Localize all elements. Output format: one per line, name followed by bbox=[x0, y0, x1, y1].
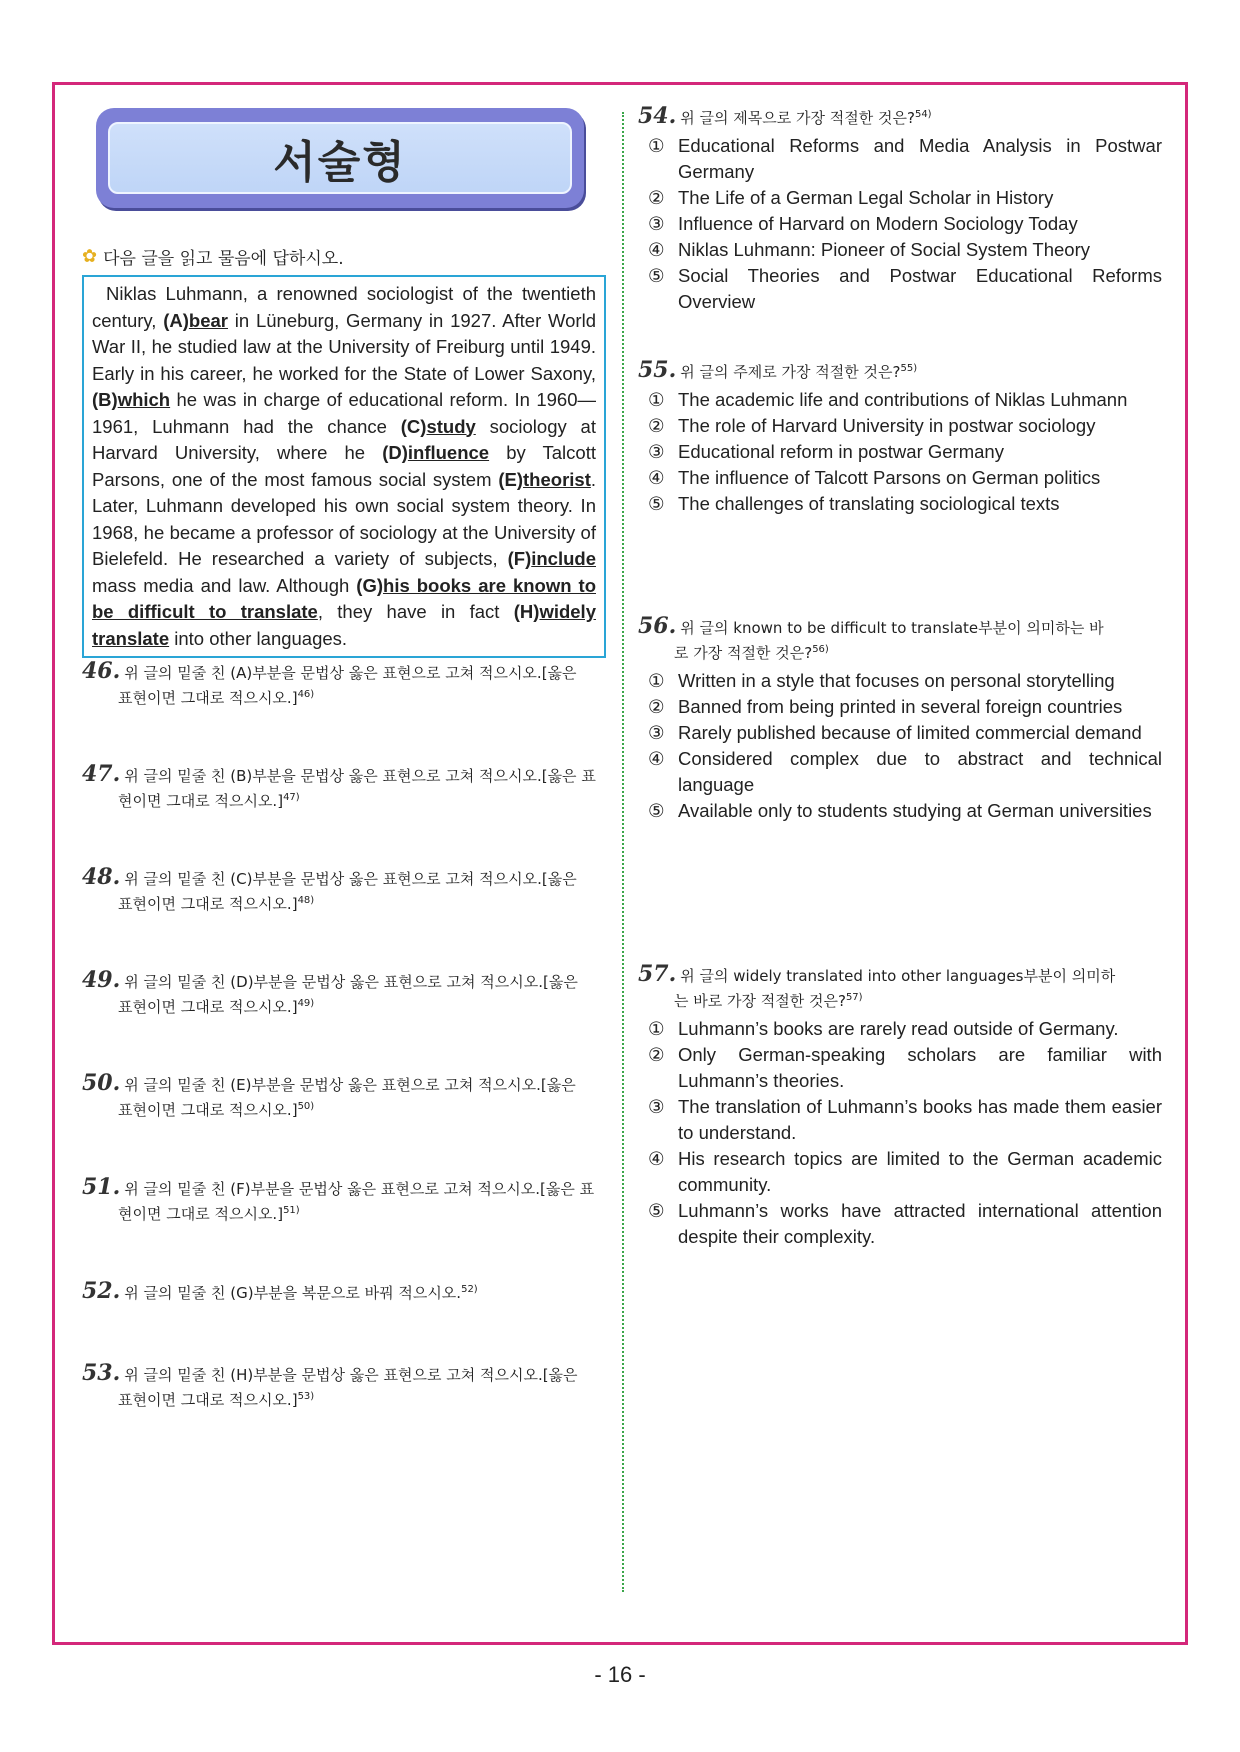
section-title-box bbox=[96, 108, 584, 208]
option-number: ① bbox=[648, 1018, 665, 1039]
option-number: ③ bbox=[648, 722, 665, 743]
question-number: 51. bbox=[82, 1174, 121, 1200]
option-text: Luhmann’s books are rarely read outside of Germany. bbox=[678, 1018, 1119, 1039]
mark-D: (D)influence bbox=[382, 442, 490, 463]
footnote-ref: 50) bbox=[297, 1101, 315, 1112]
question-number: 57. bbox=[638, 961, 677, 987]
option-text: Considered complex due to abstract and technical language bbox=[678, 748, 1162, 795]
question-number: 48. bbox=[82, 864, 121, 890]
footnote-ref: 47) bbox=[283, 792, 300, 803]
column-divider bbox=[622, 112, 624, 1592]
option-number: ⑤ bbox=[648, 493, 665, 514]
question-stem-cont: 표현이면 그대로 적으시오.] bbox=[118, 998, 298, 1016]
footnote-ref: 48) bbox=[297, 895, 315, 906]
option-item bbox=[638, 413, 1162, 439]
option-item bbox=[638, 1198, 1162, 1250]
option-text: The influence of Talcott Parsons on German politics bbox=[678, 467, 1101, 488]
option-item bbox=[638, 1094, 1162, 1146]
mark-E: (E)theorist bbox=[498, 468, 591, 490]
option-number: ② bbox=[648, 415, 665, 436]
option-number: ③ bbox=[648, 1096, 665, 1117]
question-stem-cont: 표현이면 그대로 적으시오.] bbox=[118, 895, 298, 913]
option-item bbox=[638, 491, 1162, 517]
question-stem: 위 글의 밑줄 친 (G)부분을 복문으로 바꿔 적으시오. bbox=[124, 1284, 462, 1302]
option-item bbox=[638, 1016, 1162, 1042]
question-stem: 위 글의 밑줄 친 (C)부분을 문법상 옳은 표현으로 고쳐 적으시오.[옳은 bbox=[124, 870, 577, 888]
footnote-ref: 52) bbox=[461, 1284, 478, 1295]
question-stem-cont: 는 바로 가장 적절한 것은? bbox=[674, 992, 846, 1010]
question-56 bbox=[638, 615, 1162, 824]
question-stem: 위 글의 밑줄 친 (D)부분을 문법상 옳은 표현으로 고쳐 적으시오.[옳은 bbox=[124, 973, 578, 991]
question-stem-cont: 표현이면 그대로 적으시오.] bbox=[118, 1101, 298, 1119]
question-number: 56. bbox=[638, 613, 677, 639]
option-item bbox=[638, 1146, 1162, 1198]
option-number: ② bbox=[648, 696, 665, 717]
option-text: Only German-speaking scholars are familiar with Luhmann’s theories. bbox=[678, 1044, 1162, 1091]
option-number: ① bbox=[648, 389, 665, 410]
question-stem-cont: 표현이면 그대로 적으시오.] bbox=[118, 1391, 298, 1409]
question-number: 52. bbox=[82, 1278, 121, 1304]
option-item bbox=[638, 746, 1162, 798]
question-46 bbox=[82, 660, 606, 709]
option-text: Niklas Luhmann: Pioneer of Social System Theory bbox=[678, 239, 1090, 260]
option-number: ④ bbox=[648, 239, 665, 260]
option-text: The Life of a German Legal Scholar in History bbox=[678, 187, 1054, 208]
options-list bbox=[638, 133, 1162, 315]
question-stem-cont: 현이면 그대로 적으시오.] bbox=[118, 792, 284, 810]
question-number: 47. bbox=[82, 761, 121, 787]
option-text: Written in a style that focuses on personal storytelling bbox=[678, 670, 1115, 691]
option-item bbox=[638, 439, 1162, 465]
question-stem: 위 글의 밑줄 친 (H)부분을 문법상 옳은 표현으로 고쳐 적으시오.[옳은 bbox=[124, 1366, 578, 1384]
mark-H: (H)widely translate bbox=[92, 601, 596, 649]
footnote-ref: 57) bbox=[845, 992, 863, 1003]
option-number: ④ bbox=[648, 748, 665, 769]
option-text: Luhmann’s works have attracted international attention despite their complexity. bbox=[678, 1200, 1162, 1247]
option-item bbox=[638, 1042, 1162, 1094]
question-55 bbox=[638, 358, 1162, 517]
option-item bbox=[638, 237, 1162, 263]
option-text: Rarely published because of limited commercial demand bbox=[678, 722, 1142, 743]
option-item bbox=[638, 185, 1162, 211]
mark-C: (C)study bbox=[400, 415, 476, 437]
options-list bbox=[638, 1016, 1162, 1250]
question-50 bbox=[82, 1072, 606, 1121]
question-stem: 위 글의 주제로 가장 적절한 것은? bbox=[680, 363, 901, 381]
question-number: 46. bbox=[82, 658, 121, 684]
option-text: Influence of Harvard on Modern Sociology Today bbox=[678, 213, 1078, 234]
instruction bbox=[82, 244, 606, 269]
footnote-ref: 55) bbox=[900, 363, 918, 374]
flower-icon: ✿ bbox=[82, 246, 98, 267]
section-title: 서술형 bbox=[273, 137, 407, 188]
question-54 bbox=[638, 104, 1162, 315]
option-number: ④ bbox=[648, 1148, 665, 1169]
question-number: 49. bbox=[82, 967, 121, 993]
footnote-ref: 53) bbox=[297, 1391, 315, 1402]
option-number: ④ bbox=[648, 467, 665, 488]
option-item bbox=[638, 694, 1162, 720]
option-item bbox=[638, 133, 1162, 185]
reading-passage: Niklas Luhmann, a renowned sociologist of the twentieth century, (A)bear in Lüneburg, Germany in 1927. After World War II, he studied law at the University of Freiburg until 1949. Early in his career, he worked for the State of Lower Saxony, (B)which he was in charge of educational reform. In 1960—1961, Luhmann had the chance (C)study sociology at Harvard University, where he (D)influence by Talcott Parsons, one of the most famous social system (E)theorist. Later, Luhmann developed his own social system theory. In 1968, he became a professor of sociology at the University of Bielefeld. He researched a variety of subjects, (F)include mass media and law. Although (G)his books are known to be difficult to translate, they have in fact (H)widely translate into other languages. bbox=[82, 275, 606, 658]
mark-G: (G)his books are known to be difficult to translate bbox=[92, 574, 596, 622]
question-53 bbox=[82, 1362, 606, 1411]
option-item bbox=[638, 263, 1162, 315]
question-number: 55. bbox=[638, 357, 677, 383]
question-stem: 위 글의 밑줄 친 (A)부분을 문법상 옳은 표현으로 고쳐 적으시오.[옳은 bbox=[124, 664, 577, 682]
option-number: ① bbox=[648, 135, 665, 156]
question-stem: 위 글의 밑줄 친 (E)부분을 문법상 옳은 표현으로 고쳐 적으시오.[옳은 bbox=[124, 1076, 576, 1094]
page-number: - 16 - bbox=[594, 1662, 646, 1687]
mark-B: (B)which bbox=[92, 389, 171, 410]
option-item bbox=[638, 798, 1162, 824]
option-text: Social Theories and Postwar Educational Reforms Overview bbox=[678, 265, 1162, 312]
options-list bbox=[638, 668, 1162, 824]
question-52 bbox=[82, 1279, 606, 1304]
question-stem: 위 글의 known to be difficult to translate부분이 의미하는 바 bbox=[680, 619, 1104, 637]
option-number: ③ bbox=[648, 213, 665, 234]
left-column bbox=[82, 108, 606, 1409]
question-stem-cont: 현이면 그대로 적으시오.] bbox=[118, 1205, 284, 1223]
question-stem: 위 글의 제목으로 가장 적절한 것은? bbox=[680, 109, 915, 127]
option-item bbox=[638, 720, 1162, 746]
option-text: The translation of Luhmann’s books has made them easier to understand. bbox=[678, 1096, 1162, 1143]
question-57 bbox=[638, 963, 1162, 1250]
question-stem: 위 글의 밑줄 친 (F)부분을 문법상 옳은 표현으로 고쳐 적으시오.[옳은 표 bbox=[124, 1180, 595, 1198]
option-number: ② bbox=[648, 1044, 665, 1065]
option-text: His research topics are limited to the German academic community. bbox=[678, 1148, 1162, 1195]
option-text: Available only to students studying at German universities bbox=[678, 800, 1152, 821]
question-49 bbox=[82, 969, 606, 1018]
option-number: ① bbox=[648, 670, 665, 691]
footnote-ref: 49) bbox=[297, 998, 315, 1009]
option-number: ② bbox=[648, 187, 665, 208]
question-stem: 위 글의 밑줄 친 (B)부분을 문법상 옳은 표현으로 고쳐 적으시오.[옳은 표 bbox=[124, 767, 596, 785]
option-item bbox=[638, 668, 1162, 694]
question-number: 50. bbox=[82, 1070, 121, 1096]
question-stem-cont: 로 가장 적절한 것은? bbox=[674, 644, 813, 662]
question-47 bbox=[82, 763, 606, 812]
question-51 bbox=[82, 1176, 606, 1225]
footnote-ref: 46) bbox=[297, 689, 315, 700]
option-number: ⑤ bbox=[648, 265, 665, 286]
option-text: The academic life and contributions of Niklas Luhmann bbox=[678, 389, 1128, 410]
footnote-ref: 54) bbox=[914, 109, 932, 120]
question-stem-cont: 표현이면 그대로 적으시오.] bbox=[118, 689, 298, 707]
question-stem: 위 글의 widely translated into other languages부분이 의미하 bbox=[680, 967, 1116, 985]
option-number: ③ bbox=[648, 441, 665, 462]
mark-F: (F)include bbox=[507, 548, 596, 569]
option-text: Educational reform in postwar Germany bbox=[678, 441, 1004, 462]
question-number: 53. bbox=[82, 1360, 121, 1386]
footnote-ref: 56) bbox=[812, 644, 829, 655]
question-number: 54. bbox=[638, 103, 677, 129]
option-text: The role of Harvard University in postwar sociology bbox=[678, 415, 1096, 436]
option-number: ⑤ bbox=[648, 800, 665, 821]
question-48 bbox=[82, 866, 606, 915]
option-number: ⑤ bbox=[648, 1200, 665, 1221]
option-item bbox=[638, 465, 1162, 491]
option-text: The challenges of translating sociological texts bbox=[678, 493, 1060, 514]
option-item bbox=[638, 387, 1162, 413]
mark-A: (A)bear bbox=[163, 309, 228, 331]
option-item bbox=[638, 211, 1162, 237]
option-text: Banned from being printed in several foreign countries bbox=[678, 696, 1123, 717]
footnote-ref: 51) bbox=[283, 1205, 300, 1216]
option-text: Educational Reforms and Media Analysis in Postwar Germany bbox=[678, 135, 1162, 182]
instruction-text: 다음 글을 읽고 물음에 답하시오. bbox=[103, 249, 344, 269]
options-list bbox=[638, 387, 1162, 517]
